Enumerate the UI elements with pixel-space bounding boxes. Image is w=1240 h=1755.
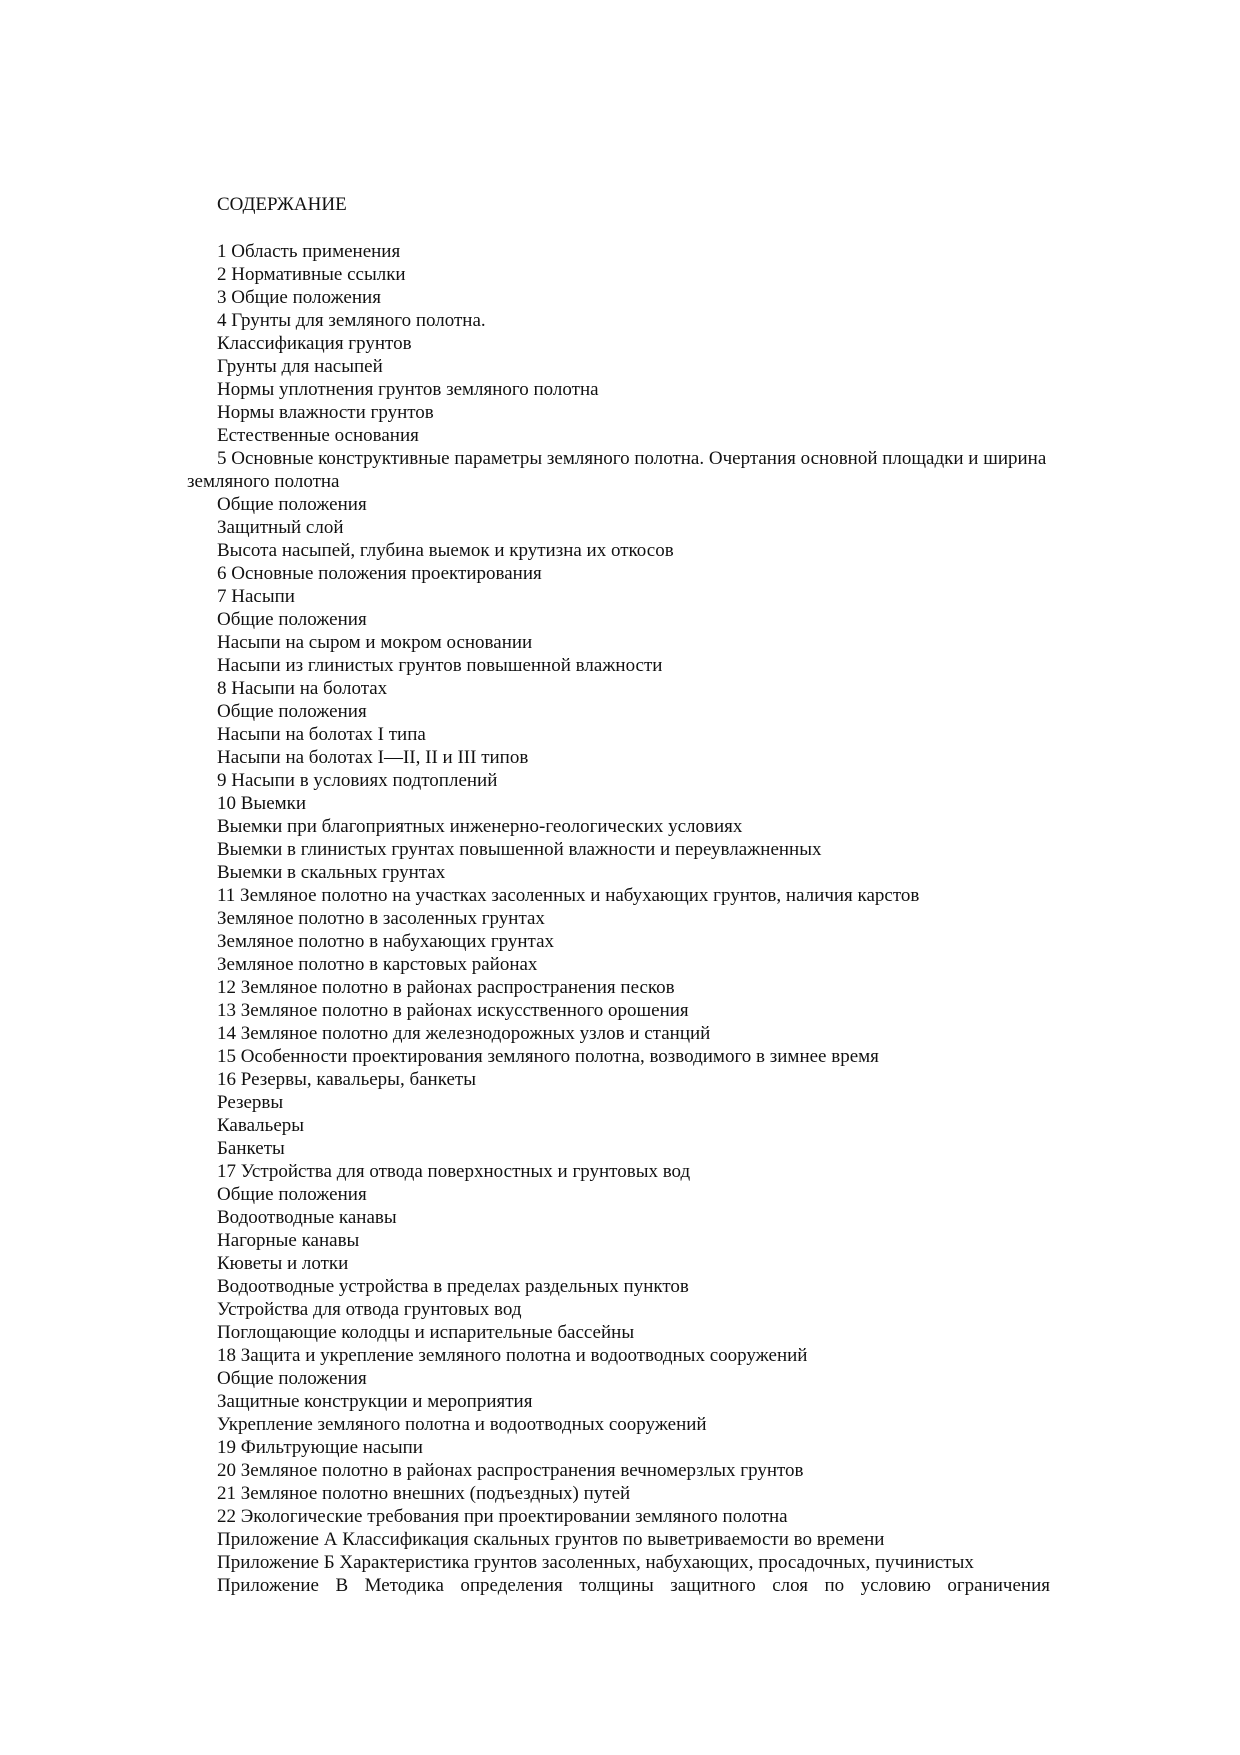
toc-entry: Земляное полотно в засоленных грунтах [217,908,545,929]
toc-entry: 2 Нормативные ссылки [217,264,406,285]
toc-entry: Кюветы и лотки [217,1253,349,1274]
toc-entry: 14 Земляное полотно для железнодорожных узлов и станций [217,1023,711,1044]
toc-entry: Общие положения [217,1368,367,1389]
toc-entry: 19 Фильтрующие насыпи [217,1437,423,1458]
toc-entry: Насыпи на болотах I типа [217,724,426,745]
toc-entry: Резервы [217,1092,284,1113]
toc-entry: Насыпи на болотах I—II, II и III типов [217,747,529,768]
toc-entry: Выемки в скальных грунтах [217,862,446,883]
toc-entry: Выемки при благоприятных инженерно-геологических условиях [217,816,743,837]
toc-entry: Выемки в глинистых грунтах повышенной влажности и переувлажненных [217,839,822,860]
toc-entry: 1 Область применения [217,241,401,262]
toc-entry: Водоотводные устройства в пределах раздельных пунктов [217,1276,689,1297]
toc-entry: 12 Земляное полотно в районах распространения песков [217,977,675,998]
toc-entry: Приложение Б Характеристика грунтов засоленных, набухающих, просадочных, пучинистых [217,1552,974,1573]
toc-entry: 22 Экологические требования при проектировании земляного полотна [217,1506,788,1527]
toc-entry: 20 Земляное полотно в районах распространения вечномерзлых грунтов [217,1460,804,1481]
toc-entry: 6 Основные положения проектирования [217,563,542,584]
toc-entry: Высота насыпей, глубина выемок и крутизна их откосов [217,540,674,561]
toc-entry: Общие положения [217,609,367,630]
toc-entry: Классификация грунтов [217,333,412,354]
toc-entry: Нормы влажности грунтов [217,402,434,423]
toc-entry: 18 Защита и укрепление земляного полотна и водоотводных сооружений [217,1345,808,1366]
toc-entry: 9 Насыпи в условиях подтоплений [217,770,498,791]
toc-entry: 4 Грунты для земляного полотна. [217,310,486,331]
document-page [187,193,1050,1597]
toc-entry: 5 Основные конструктивные параметры земляного полотна. Очертания основной площадки и ширина земляного полотна [187,448,1047,492]
toc-entry: Банкеты [217,1138,285,1159]
toc-entry: Насыпи на сыром и мокром основании [217,632,533,653]
toc-entry: 3 Общие положения [217,287,381,308]
toc-entry: 11 Земляное полотно на участках засоленных и набухающих грунтов, наличия карстов [217,885,920,906]
toc-entry: Нагорные канавы [217,1230,360,1251]
toc-entry: Поглощающие колодцы и испарительные бассейны [217,1322,635,1343]
toc-entry: Естественные основания [217,425,419,446]
toc-entry: Земляное полотно в набухающих грунтах [217,931,555,952]
toc-entry: Нормы уплотнения грунтов земляного полотна [217,379,599,400]
toc-entry: Защитные конструкции и мероприятия [217,1391,533,1412]
toc-entry: Приложение В Методика определения толщины защитного слоя по условию ограничения [217,1575,1050,1596]
toc-entry: Общие положения [217,494,367,515]
toc-entry: Насыпи из глинистых грунтов повышенной влажности [217,655,663,676]
toc-entry: Водоотводные канавы [217,1207,397,1228]
toc-entry: 7 Насыпи [217,586,295,607]
table-of-contents [187,240,1050,1597]
toc-entry: 15 Особенности проектирования земляного полотна, возводимого в зимнее время [217,1046,879,1067]
toc-entry: Защитный слой [217,517,344,538]
toc-entry: Укрепление земляного полотна и водоотводных сооружений [217,1414,707,1435]
document-title: СОДЕРЖАНИЕ [217,194,347,215]
toc-entry: 8 Насыпи на болотах [217,678,388,699]
toc-entry: Общие положения [217,1184,367,1205]
toc-entry: Кавальеры [217,1115,305,1136]
toc-entry: 21 Земляное полотно внешних (подъездных) путей [217,1483,631,1504]
toc-entry: Устройства для отвода грунтовых вод [217,1299,522,1320]
toc-entry: Приложение А Классификация скальных грунтов по выветриваемости во времени [217,1529,885,1550]
toc-entry: 16 Резервы, кавальеры, банкеты [217,1069,476,1090]
toc-entry: Грунты для насыпей [217,356,383,377]
toc-entry: 13 Земляное полотно в районах искусственного орошения [217,1000,689,1021]
toc-entry: 10 Выемки [217,793,307,814]
toc-entry: 17 Устройства для отвода поверхностных и грунтовых вод [217,1161,691,1182]
toc-entry: Общие положения [217,701,367,722]
toc-entry: Земляное полотно в карстовых районах [217,954,538,975]
